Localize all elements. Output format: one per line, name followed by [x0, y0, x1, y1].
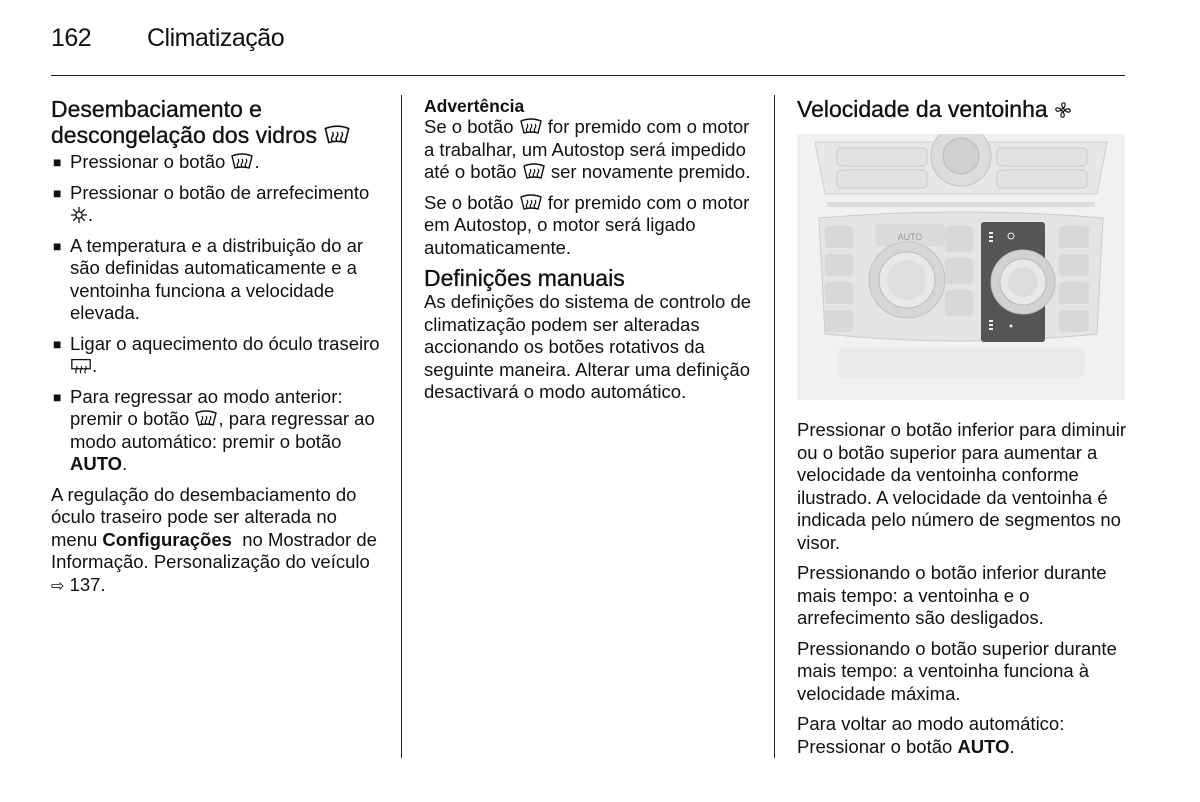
column-divider-1 — [401, 95, 402, 758]
windshield-defrost-icon — [519, 194, 543, 212]
list-item: ■ Pressionar o botão de arrefecimento . — [53, 181, 370, 225]
page-number: 162 — [51, 24, 92, 52]
auto-label: AUTO — [897, 232, 923, 242]
column-3 — [797, 96, 1127, 766]
section-heading-defrost: Desembaciamento e descongelação dos vidros — [51, 96, 386, 148]
section-heading-fan-speed: Velocidade da ventoinha — [797, 96, 1127, 122]
rear-window-heat-icon — [70, 357, 92, 375]
paragraph: Pressionar o botão inferior para diminuir ou o botão superior para aumentar a velocidade da ventoinha conforme ilustrado. A velocidade da ventoinha é indicada pelo número de segmentos no visor. — [797, 419, 1127, 553]
snowflake-icon — [70, 206, 88, 224]
windshield-defrost-icon — [522, 163, 546, 181]
windshield-defrost-icon — [519, 118, 543, 136]
list-item: ■ Para regressar ao modo anterior: premir o botão , para regressar ao modo automático: premir o botão AUTO. — [53, 385, 375, 474]
paragraph: As definições do sistema de controlo de climatização podem ser alteradas accionando os botões rotativos da seguinte maneira. Alterar uma definição desactivará o modo automático. — [424, 291, 752, 402]
windshield-defrost-icon — [194, 410, 218, 428]
page-title: Climatização — [147, 24, 285, 52]
paragraph: Para voltar ao modo automático: Pressionar o botão AUTO. — [797, 713, 1065, 757]
column-1 — [51, 96, 386, 606]
warning-paragraph: Se o botão for premido com o motor a trabalhar, um Autostop será impedido até o botão ser novamente premido. — [424, 116, 751, 182]
paragraph: Pressionando o botão inferior durante mais tempo: a ventoinha e o arrefecimento são desligados. — [797, 562, 1107, 628]
column-2 — [424, 96, 759, 412]
climate-control-panel-photo — [797, 134, 1125, 400]
list-item: ■ Ligar o aquecimento do óculo traseiro . — [53, 332, 380, 376]
paragraph: Pressionando o botão superior durante mais tempo: a ventoinha funciona à velocidade máxima. — [797, 637, 1117, 704]
list-item: ■ A temperatura e a distribuição do ar são definidas automaticamente e a ventoinha funciona a velocidade elevada. — [53, 234, 364, 323]
column-divider-2 — [774, 95, 775, 758]
windshield-defrost-icon — [230, 153, 254, 171]
header-rule — [51, 75, 1125, 76]
bullet-list — [51, 151, 386, 476]
windshield-defrost-icon — [323, 125, 351, 146]
warning-title: Advertência — [424, 96, 525, 116]
paragraph: A regulação do desembaciamento do óculo traseiro pode ser alterada no menu Configurações no Mostrador de Informação. Personalização do veículo ⇨ 137. — [51, 483, 383, 595]
warning-paragraph: Se o botão for premido com o motor em Autostop, o motor será ligado automaticamente. — [424, 191, 750, 258]
fan-icon — [1054, 101, 1072, 119]
arrow-icon: ⇨ — [51, 577, 65, 595]
list-item: ■ Pressionar o botão . — [53, 151, 260, 172]
section-heading-manual: Definições manuais — [424, 265, 625, 291]
